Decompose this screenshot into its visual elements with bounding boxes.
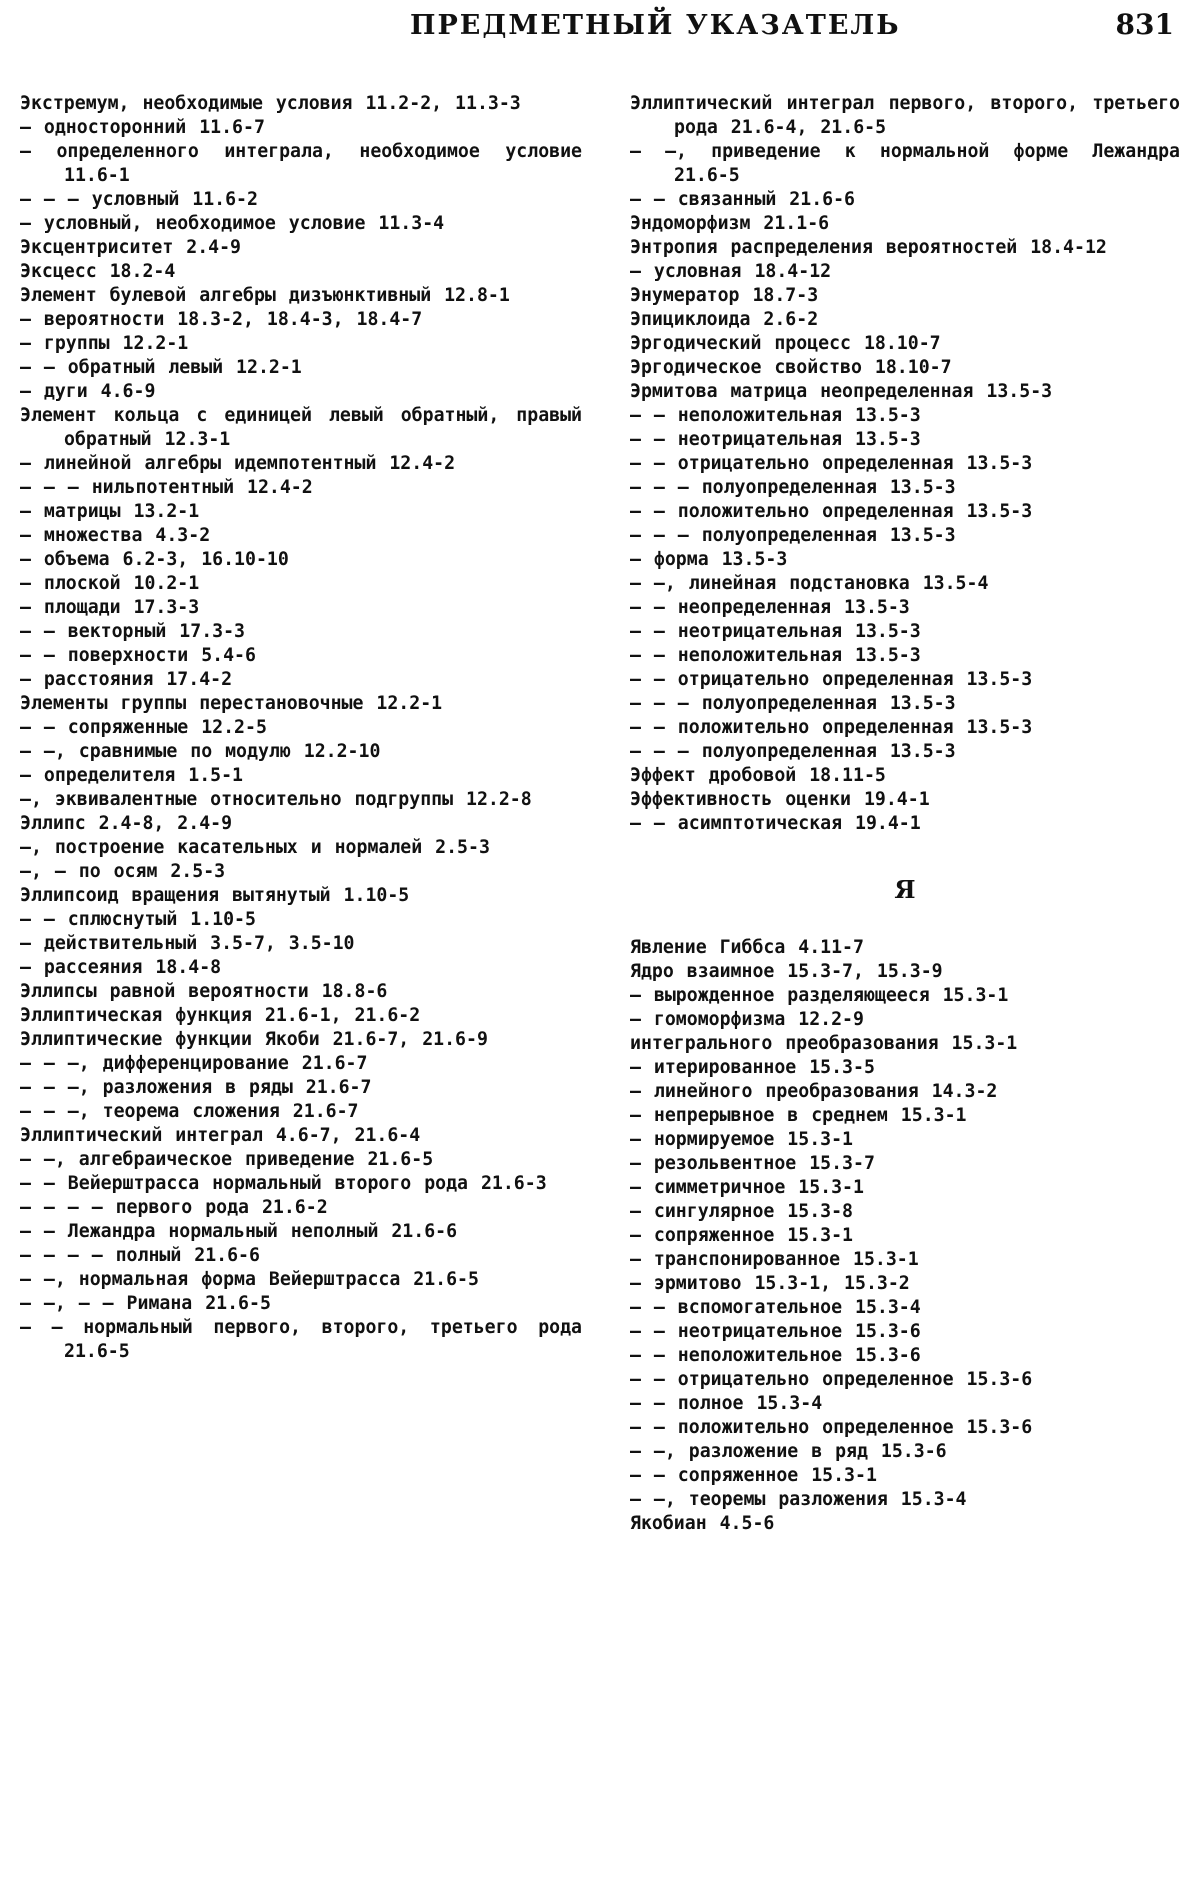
index-entry: Энтропия распределения вероятностей 18.4-12 — [630, 236, 1180, 260]
index-entry: — односторонний 11.6-7 — [20, 116, 582, 140]
index-entry: — определенного интеграла, необходимое условие 11.6-1 — [20, 140, 582, 188]
index-entry: Эллиптический интеграл первого, второго, третьего рода 21.6-4, 21.6-5 — [630, 92, 1180, 140]
running-title: ПРЕДМЕТНЫЙ УКАЗАТЕЛЬ — [410, 10, 901, 41]
index-entry: — — — полуопределенная 13.5-3 — [630, 692, 1180, 716]
index-entry: — — неположительное 15.3-6 — [630, 1344, 1180, 1368]
index-entry: —, — по осям 2.5-3 — [20, 860, 582, 884]
index-entry: интегрального преобразования 15.3-1 — [630, 1032, 1180, 1056]
index-entry: — матрицы 13.2-1 — [20, 500, 582, 524]
index-entry: — —, сравнимые по модулю 12.2-10 — [20, 740, 582, 764]
index-entry: — симметричное 15.3-1 — [630, 1176, 1180, 1200]
index-entry: — действительный 3.5-7, 3.5-10 — [20, 932, 582, 956]
index-entry: — — сопряженные 12.2-5 — [20, 716, 582, 740]
index-entry: — условный, необходимое условие 11.3-4 — [20, 212, 582, 236]
index-entry: — — неотрицательная 13.5-3 — [630, 620, 1180, 644]
index-entry: — итерированное 15.3-5 — [630, 1056, 1180, 1080]
index-entry: Элемент кольца с единицей левый обратный, правый обратный 12.3-1 — [20, 404, 582, 452]
index-entry: Эллипс 2.4-8, 2.4-9 — [20, 812, 582, 836]
index-entry: — линейной алгебры идемпотентный 12.4-2 — [20, 452, 582, 476]
index-entry: — — — полуопределенная 13.5-3 — [630, 476, 1180, 500]
index-entry: — — положительно определенное 15.3-6 — [630, 1416, 1180, 1440]
index-entry: — — — полуопределенная 13.5-3 — [630, 740, 1180, 764]
index-entry: Энумератор 18.7-3 — [630, 284, 1180, 308]
section-letter-ya: Я — [630, 878, 1180, 902]
index-entry: — нормируемое 15.3-1 — [630, 1128, 1180, 1152]
index-entry: — — неопределенная 13.5-3 — [630, 596, 1180, 620]
index-entry: Эллипсы равной вероятности 18.8-6 — [20, 980, 582, 1004]
index-entry: — —, теоремы разложения 15.3-4 — [630, 1488, 1180, 1512]
index-entry: — —, — — Римана 21.6-5 — [20, 1292, 582, 1316]
index-entry: — дуги 4.6-9 — [20, 380, 582, 404]
index-entry: — — —, дифференцирование 21.6-7 — [20, 1052, 582, 1076]
index-entry: — эрмитово 15.3-1, 15.3-2 — [630, 1272, 1180, 1296]
index-entry: Эллипсоид вращения вытянутый 1.10-5 — [20, 884, 582, 908]
index-entry: — расстояния 17.4-2 — [20, 668, 582, 692]
index-entry: — — неположительная 13.5-3 — [630, 644, 1180, 668]
index-entry: Элементы группы перестановочные 12.2-1 — [20, 692, 582, 716]
index-entry: — — сплюснутый 1.10-5 — [20, 908, 582, 932]
index-entry: Эргодическое свойство 18.10-7 — [630, 356, 1180, 380]
index-entry: — — — полуопределенная 13.5-3 — [630, 524, 1180, 548]
index-entry: — — асимптотическая 19.4-1 — [630, 812, 1180, 836]
index-entry: Экстремум, необходимые условия 11.2-2, 11.3-3 — [20, 92, 582, 116]
index-entry: — —, разложение в ряд 15.3-6 — [630, 1440, 1180, 1464]
index-entry: — сингулярное 15.3-8 — [630, 1200, 1180, 1224]
index-entry: — сопряженное 15.3-1 — [630, 1224, 1180, 1248]
page-number: 831 — [1116, 8, 1174, 41]
index-section-ya — [630, 936, 1180, 1536]
index-entry: — — — нильпотентный 12.4-2 — [20, 476, 582, 500]
index-entry: Эксцесс 18.2-4 — [20, 260, 582, 284]
index-entry: — резольвентное 15.3-7 — [630, 1152, 1180, 1176]
index-entry: — определителя 1.5-1 — [20, 764, 582, 788]
index-entry: — — полное 15.3-4 — [630, 1392, 1180, 1416]
index-entry: — вероятности 18.3-2, 18.4-3, 18.4-7 — [20, 308, 582, 332]
index-entry: — — — — полный 21.6-6 — [20, 1244, 582, 1268]
index-entry: —, эквивалентные относительно подгруппы 12.2-8 — [20, 788, 582, 812]
index-entry: — группы 12.2-1 — [20, 332, 582, 356]
index-entry: — плоской 10.2-1 — [20, 572, 582, 596]
index-entry: — — отрицательно определенное 15.3-6 — [630, 1368, 1180, 1392]
index-entry: — вырожденное разделяющееся 15.3-1 — [630, 984, 1180, 1008]
index-entry: — форма 13.5-3 — [630, 548, 1180, 572]
index-entry: Элемент булевой алгебры дизъюнктивный 12.8-1 — [20, 284, 582, 308]
index-column-right — [630, 92, 1180, 1536]
index-entry: — — сопряженное 15.3-1 — [630, 1464, 1180, 1488]
index-entry: — — вспомогательное 15.3-4 — [630, 1296, 1180, 1320]
index-entry: Ядро взаимное 15.3-7, 15.3-9 — [630, 960, 1180, 984]
index-entry: — — —, теорема сложения 21.6-7 — [20, 1100, 582, 1124]
index-entry: — — неотрицательное 15.3-6 — [630, 1320, 1180, 1344]
index-entry: — линейного преобразования 14.3-2 — [630, 1080, 1180, 1104]
index-entry: Эргодический процесс 18.10-7 — [630, 332, 1180, 356]
index-entry: — — положительно определенная 13.5-3 — [630, 716, 1180, 740]
index-entry: — объема 6.2-3, 16.10-10 — [20, 548, 582, 572]
index-entry: Эффект дробовой 18.11-5 — [630, 764, 1180, 788]
index-entry: Эффективность оценки 19.4-1 — [630, 788, 1180, 812]
index-entry: — рассеяния 18.4-8 — [20, 956, 582, 980]
index-section-e-continued — [630, 92, 1180, 836]
index-entry: Явление Гиббса 4.11-7 — [630, 936, 1180, 960]
index-entry: — — обратный левый 12.2-1 — [20, 356, 582, 380]
index-entry: — — отрицательно определенная 13.5-3 — [630, 452, 1180, 476]
index-entry: Эндоморфизм 21.1-6 — [630, 212, 1180, 236]
index-entry: — — нормальный первого, второго, третьего рода 21.6-5 — [20, 1316, 582, 1364]
index-entry: Эллиптическая функция 21.6-1, 21.6-2 — [20, 1004, 582, 1028]
index-entry: Эксцентриситет 2.4-9 — [20, 236, 582, 260]
index-entry: — транспонированное 15.3-1 — [630, 1248, 1180, 1272]
index-entry: Эрмитова матрица неопределенная 13.5-3 — [630, 380, 1180, 404]
index-entry: — —, линейная подстановка 13.5-4 — [630, 572, 1180, 596]
index-entry: — непрерывное в среднем 15.3-1 — [630, 1104, 1180, 1128]
index-column-left — [20, 92, 582, 1364]
index-entry: — — Лежандра нормальный неполный 21.6-6 — [20, 1220, 582, 1244]
index-entry: — — — условный 11.6-2 — [20, 188, 582, 212]
index-entry: — — положительно определенная 13.5-3 — [630, 500, 1180, 524]
index-entry: Эпициклоида 2.6-2 — [630, 308, 1180, 332]
page-header — [0, 8, 1200, 48]
index-entry: — —, нормальная форма Вейерштрасса 21.6-5 — [20, 1268, 582, 1292]
index-entry: —, построение касательных и нормалей 2.5-3 — [20, 836, 582, 860]
index-entry: — —, приведение к нормальной форме Лежандра 21.6-5 — [630, 140, 1180, 188]
index-entry: — — неположительная 13.5-3 — [630, 404, 1180, 428]
index-entry: — — связанный 21.6-6 — [630, 188, 1180, 212]
index-entry: — — поверхности 5.4-6 — [20, 644, 582, 668]
index-entry: Эллиптический интеграл 4.6-7, 21.6-4 — [20, 1124, 582, 1148]
index-entry: — — неотрицательная 13.5-3 — [630, 428, 1180, 452]
index-entry: — множества 4.3-2 — [20, 524, 582, 548]
index-entry: Якобиан 4.5-6 — [630, 1512, 1180, 1536]
index-entry: — площади 17.3-3 — [20, 596, 582, 620]
index-entry: — — отрицательно определенная 13.5-3 — [630, 668, 1180, 692]
index-entry: — — векторный 17.3-3 — [20, 620, 582, 644]
index-entry: — гомоморфизма 12.2-9 — [630, 1008, 1180, 1032]
index-entry: Эллиптические функции Якоби 21.6-7, 21.6-9 — [20, 1028, 582, 1052]
index-entry: — условная 18.4-12 — [630, 260, 1180, 284]
index-entry: — — Вейерштрасса нормальный второго рода 21.6-3 — [20, 1172, 582, 1196]
index-entry: — — — — первого рода 21.6-2 — [20, 1196, 582, 1220]
index-entry: — —, алгебраическое приведение 21.6-5 — [20, 1148, 582, 1172]
index-entry: — — —, разложения в ряды 21.6-7 — [20, 1076, 582, 1100]
